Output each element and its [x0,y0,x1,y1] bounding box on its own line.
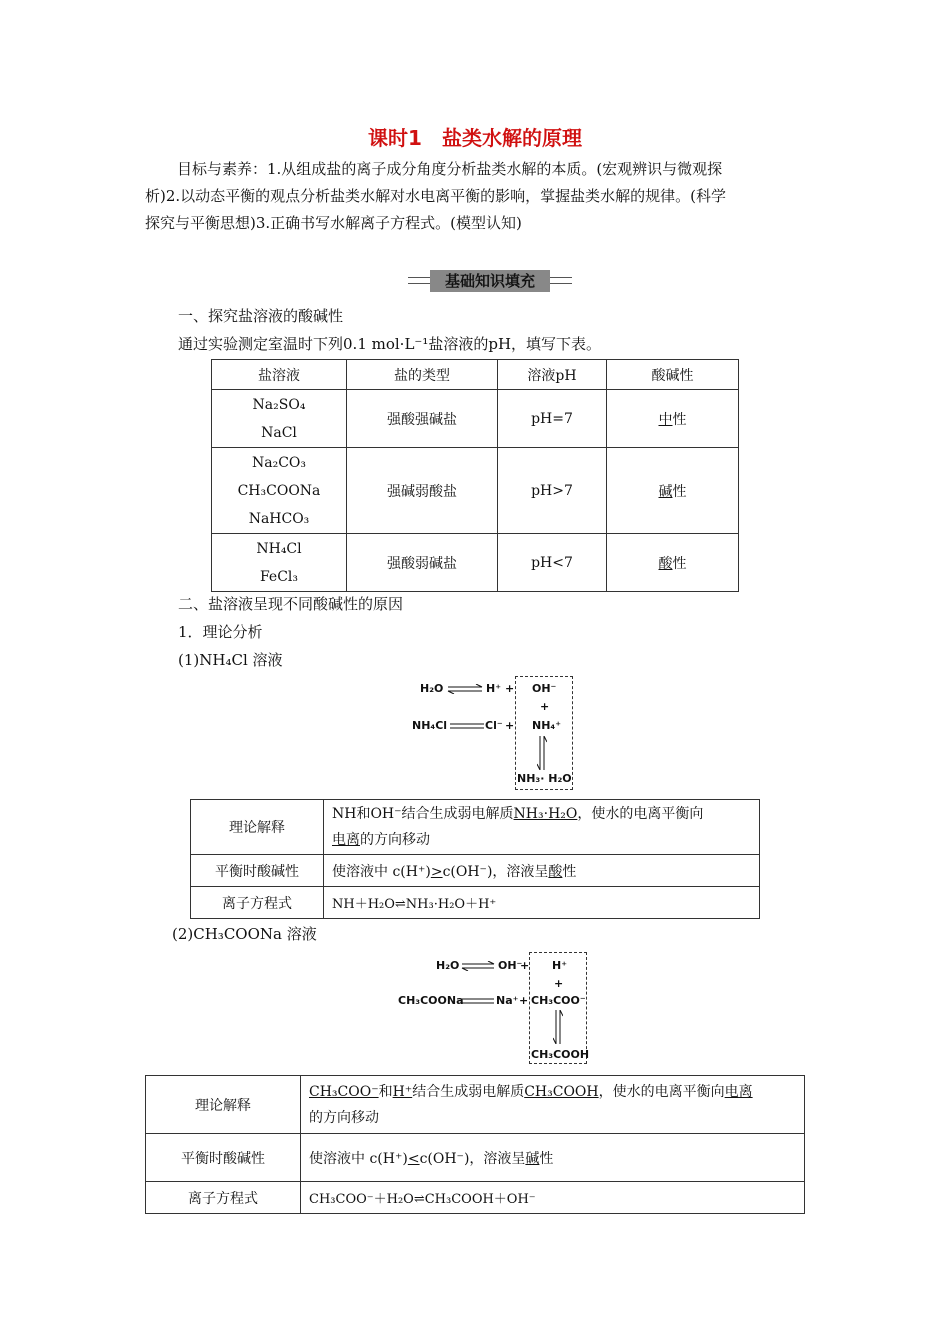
ch3coona-table [145,1075,805,1214]
box-ion-top: H⁺ [552,959,568,972]
type-cell: 强酸强碱盐 [347,390,498,448]
answer-blank: 电离 [332,832,360,848]
section-banner [408,270,572,292]
nature-cell [607,390,739,448]
text-part: 结合生成弱电解质 [412,1083,525,1100]
box-product: NH₃· H₂O [517,772,572,785]
plus-sign: + [505,682,515,695]
box-product: CH₃COOH [531,1048,590,1061]
text-part: c(OH⁻)，溶液呈 [442,863,549,880]
answer-blank: CH₃COOH [524,1083,599,1100]
box-ion-mid: NH₄⁺ [532,719,562,732]
ph-cell: pH<7 [498,534,607,592]
section1-intro: 通过实验测定室温时下列0.1 mol·L⁻¹盐溶液的pH，填写下表。 [178,335,602,353]
equilibrium-down-arrow-icon [537,736,547,770]
salt-name: Na₂CO₃ [251,454,306,471]
section2-heading: 二、盐溶液呈现不同酸碱性的原因 [178,595,404,613]
explanation-text [301,1076,805,1134]
answer-blank: H⁺ [392,1083,413,1100]
goals-line-1: 目标与素养：1.从组成盐的离子成分角度分析盐类水解的本质。(宏观辨识与微观探 [177,160,723,178]
header-nature: 酸碱性 [607,360,739,390]
nature-answer: 酸 [658,555,673,572]
nature-suffix: 性 [672,411,687,428]
header-ph: 溶液pH [498,360,607,390]
label-explanation: 理论解释 [146,1076,301,1134]
double-line-icon [450,723,484,729]
ion-na: Na⁺ [496,994,519,1007]
text-part: NH和OH⁻结合生成弱电解质 [332,806,514,822]
box-ion-mid: CH₃COO⁻ [531,994,586,1007]
box-plus: + [554,977,564,990]
salt-cell [212,534,347,592]
text-part: 性 [539,1150,554,1167]
ph-cell: pH>7 [498,448,607,534]
water-formula: H₂O [420,682,444,695]
ch3coona-label: (2)CH₃COONa 溶液 [172,925,317,943]
equilibrium-down-arrow-icon [553,1010,563,1044]
nature-cell [607,448,739,534]
header-type: 盐的类型 [347,360,498,390]
ph-cell: pH=7 [498,390,607,448]
salt-formula: CH₃COONa [398,994,464,1007]
answer-blank: CH₃COO⁻ [309,1083,379,1100]
salt-name: Na₂SO₄ [252,396,306,413]
text-part: 的方向移动 [360,832,430,848]
section1-heading: 一、探究盐溶液的酸碱性 [178,307,344,325]
acidity-text [324,855,760,887]
salt-formula: NH₄Cl [412,719,448,732]
page-title: 课时1 盐类水解的原理 [368,126,582,150]
text-part: ，使水的电离平衡向 [598,1083,725,1100]
text-part: 的方向移动 [309,1109,379,1126]
salt-name: CH₃COONa [237,482,321,499]
answer-blank: > [430,863,443,880]
answer-blank: < [407,1150,420,1167]
nature-cell [607,534,739,592]
answer-blank: 电离 [724,1083,753,1100]
goals-line-3: 探究与平衡思想)3.正确书写水解离子方程式。(模型认知) [145,214,522,232]
text-part: 使溶液中 c(H⁺) [332,863,431,880]
explanation-text [324,800,760,855]
type-cell: 强碱弱酸盐 [347,448,498,534]
ch3coona-hydrolysis-diagram [398,952,598,1064]
nature-suffix: 性 [672,483,687,500]
nature-answer: 中 [658,411,673,428]
goals-line-2: 析)2.以动态平衡的观点分析盐类水解对水电离平衡的影响，掌握盐类水解的规律。(科学 [145,187,727,205]
table-row [212,390,739,448]
ion-oh: OH⁻ [498,959,523,972]
text-part: 使溶液中 c(H⁺) [309,1150,408,1167]
box-plus: + [540,700,550,713]
salt-ph-table [211,359,739,592]
answer-blank: 碱 [525,1150,540,1167]
equilibrium-arrow-icon [446,684,484,694]
plus-sign: + [520,959,530,972]
plus-sign: + [519,994,529,1007]
label-explanation: 理论解释 [191,800,324,855]
nh4cl-label: (1)NH₄Cl 溶液 [178,651,283,669]
text-part: 性 [562,863,577,880]
plus-sign: + [505,719,515,732]
ionic-equation: CH₃COO⁻＋H₂O⇌CH₃COOH＋OH⁻ [301,1182,805,1214]
label-equation: 离子方程式 [191,887,324,919]
text-part: c(OH⁻)，溶液呈 [419,1150,526,1167]
salt-name: FeCl₃ [259,568,299,585]
text-part: ，使水的电离平衡向 [577,806,704,822]
water-formula: H₂O [436,959,460,972]
nature-answer: 碱 [658,483,673,500]
table-row [212,448,739,534]
nh4cl-hydrolysis-diagram [410,676,580,792]
nh4cl-table [190,799,760,919]
equilibrium-arrow-icon [460,961,496,971]
label-equation: 离子方程式 [146,1182,301,1214]
double-line-icon [462,998,494,1004]
ion-cl: Cl⁻ [485,719,503,732]
salt-name: NH₄Cl [256,540,302,557]
salt-cell [212,390,347,448]
banner-label: 基础知识填充 [430,270,550,292]
ion-h: H⁺ [486,682,502,695]
section2-sub1: 1．理论分析 [178,623,263,641]
answer-blank: 酸 [548,863,563,880]
acidity-text [301,1134,805,1182]
label-acidity: 平衡时酸碱性 [191,855,324,887]
header-salt: 盐溶液 [212,360,347,390]
text-part: 和 [378,1083,393,1100]
salt-cell [212,448,347,534]
table-row [212,534,739,592]
type-cell: 强酸弱碱盐 [347,534,498,592]
nature-suffix: 性 [672,555,687,572]
ionic-equation: NH＋H₂O⇌NH₃·H₂O＋H⁺ [324,887,760,919]
salt-name: NaHCO₃ [248,510,310,527]
box-ion-top: OH⁻ [532,682,557,695]
goals-paragraph [145,156,810,237]
label-acidity: 平衡时酸碱性 [146,1134,301,1182]
answer-blank: NH₃·H₂O [513,806,578,822]
salt-name: NaCl [261,424,297,441]
